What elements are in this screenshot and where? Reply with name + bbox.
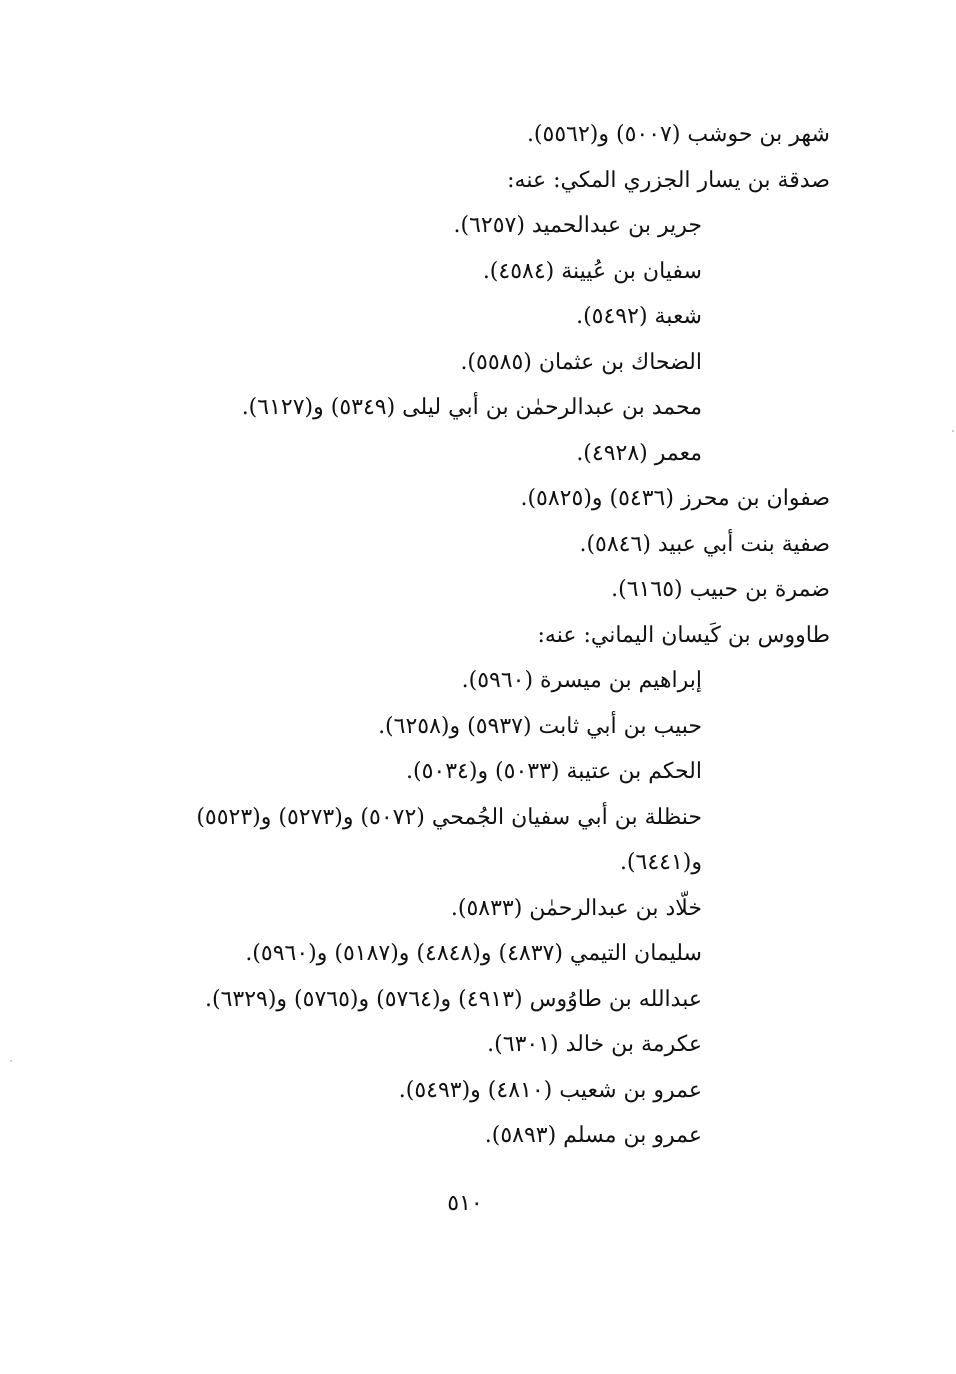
index-entry-continuation: و(٦٤٤١). [619, 850, 702, 875]
index-sub-entry: خلّاد بن عبدالرحمٰن (٥٨٣٣). [450, 895, 702, 921]
index-entry: صفية بنت أبي عبيد (٥٨٤٦). [579, 531, 830, 557]
index-sub-entry: عمرو بن شعيب (٤٨١٠) و(٥٤٩٣). [398, 1077, 702, 1103]
index-sub-entry: جرير بن عبدالحميد (٦٢٥٧). [453, 213, 702, 238]
index-sub-entry: معمر (٤٩٢٨). [576, 440, 702, 466]
index-sub-entry: محمد بن عبدالرحمٰن بن أبي ليلى (٥٣٤٩) و(٦١٢٧). [241, 395, 702, 420]
index-entry: شهر بن حوشب (٥٠٠٧) و(٥٥٦٢). [526, 122, 830, 147]
index-entries [110, 112, 830, 1159]
index-sub-entry: عكرمة بن خالد (٦٣٠١). [487, 1032, 702, 1057]
index-sub-entry: عمرو بن مسلم (٥٨٩٣). [484, 1123, 702, 1148]
index-sub-entry: عبدالله بن طاوُوس (٤٩١٣) و(٥٧٦٤) و(٥٧٦٥) و(٦٣٢٩). [205, 986, 702, 1012]
index-entry: صفوان بن محرز (٥٤٣٦) و(٥٨٢٥). [520, 486, 830, 511]
index-entry: صدقة بن يسار الجزري المكي: عنه: [507, 167, 830, 193]
index-sub-entry: الضحاك بن عثمان (٥٥٨٥). [460, 349, 702, 375]
index-sub-entry: الحكم بن عتيبة (٥٠٣٣) و(٥٠٣٤). [406, 759, 702, 784]
page-number: ٥١٠ [447, 1191, 483, 1216]
index-sub-entry: حنظلة بن أبي سفيان الجُمحي (٥٠٧٢) و(٥٢٧٣) و(٥٥٢٣) [196, 804, 702, 830]
index-sub-entry: إبراهيم بن ميسرة (٥٩٦٠). [461, 668, 702, 693]
scan-speck [952, 430, 954, 432]
index-entry: ضمرة بن حبيب (٦١٦٥). [611, 577, 830, 602]
index-sub-entry: سفيان بن عُيينة (٤٥٨٤). [482, 258, 702, 284]
index-sub-entry: شعبة (٥٤٩٢). [576, 304, 702, 329]
index-sub-entry: سليمان التيمي (٤٨٣٧) و(٤٨٤٨) و(٥١٨٧) و(٥٩٦٠). [245, 941, 702, 966]
index-sub-entry: حبيب بن أبي ثابت (٥٩٣٧) و(٦٢٥٨). [378, 713, 702, 739]
index-entry: طاووس بن كَيسان اليماني: عنه: [537, 622, 830, 648]
scan-speck [10, 1060, 12, 1062]
